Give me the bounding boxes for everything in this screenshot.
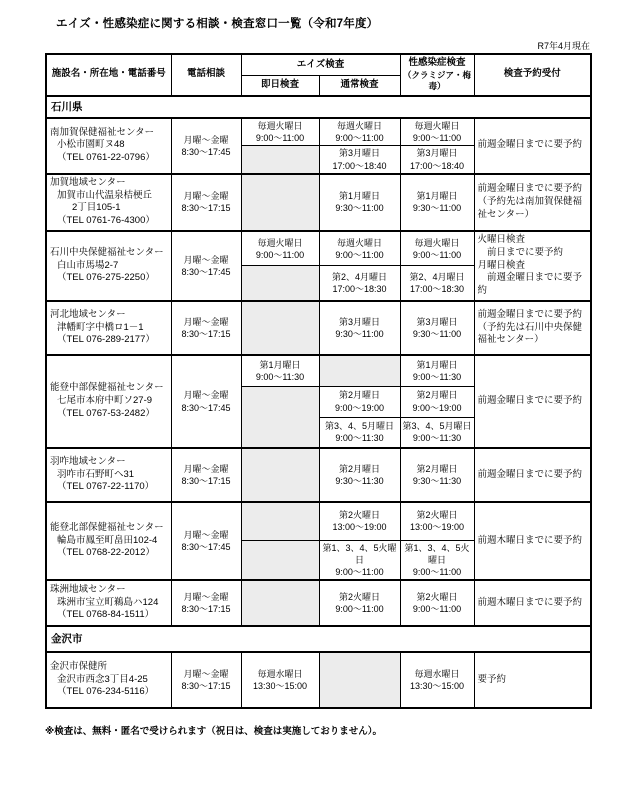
facility-name: 珠洲地域センター: [50, 583, 126, 595]
table-row: [46, 355, 591, 386]
facility-name: 加賀地域センター: [50, 176, 126, 188]
normal-test-cell: 第1月曜日 9:30～11:00: [319, 174, 400, 231]
facility-name: 石川中央保健福祉センター: [50, 246, 164, 258]
facility-cell: [46, 231, 171, 301]
as-of-date: R7年4月現在: [537, 41, 590, 51]
col-header-phone: 電話相談: [171, 54, 241, 96]
facility-cell: [46, 118, 171, 174]
reservation-cell: 前週金曜日までに要予約: [474, 448, 591, 502]
reservation-cell: 前週木曜日までに要予約: [474, 502, 591, 580]
table-row: [46, 174, 591, 231]
normal-test-cell: 第3、4、5月曜日 9:00～11:30: [319, 417, 400, 448]
section-row-ishikawa: [46, 96, 591, 118]
sti-test-cell: 毎週火曜日 9:00～11:00: [400, 118, 474, 146]
phone-consult-cell: 月曜～金曜 8:30～17:15: [171, 580, 241, 626]
table-row: [46, 502, 591, 540]
normal-test-cell: 第3月曜日 9:30～11:00: [319, 301, 400, 355]
same-day-test-cell: 毎週火曜日 9:00～11:00: [241, 231, 319, 266]
facility-address: 羽咋市石野町ヘ31: [57, 468, 135, 480]
facility-name: 南加賀保健福祉センター: [50, 126, 155, 138]
sti-test-cell: 第2月曜日 9:00～19:00: [400, 386, 474, 417]
facility-address: 金沢市西念3丁目4-25: [57, 673, 148, 685]
normal-test-cell-empty: [319, 652, 400, 708]
facility-tel: （TEL 0768-84-1511）: [57, 609, 155, 621]
phone-consult-cell: 月曜～金曜 8:30～17:45: [171, 355, 241, 448]
normal-test-cell: 毎週火曜日 9:00～11:00: [319, 231, 400, 266]
facility-tel: （TEL 076-275-2250）: [57, 272, 155, 284]
phone-consult-cell: 月曜～金曜 8:30～17:45: [171, 118, 241, 174]
same-day-test-cell: 第1月曜日 9:00～11:30: [241, 355, 319, 386]
same-day-test-cell: 毎週火曜日 9:00～11:00: [241, 118, 319, 146]
col-header-normal: 通常検査: [319, 76, 400, 96]
same-day-test-cell-empty: [241, 174, 319, 231]
sti-test-cell: 第3、4、5月曜日 9:00～11:30: [400, 417, 474, 448]
facility-address: 輪島市鳳至町畠田102-4: [57, 534, 158, 546]
same-day-test-cell-empty: [241, 502, 319, 540]
facility-cell: [46, 652, 171, 708]
footnote: ※検査は、無料・匿名で受けられます（祝日は、検査は実施しておりません）。: [45, 725, 382, 737]
facility-address: 七尾市本府中町ソ27-9: [57, 395, 153, 407]
phone-consult-cell: 月曜～金曜 8:30～17:45: [171, 502, 241, 580]
phone-consult-cell: 月曜～金曜 8:30～17:15: [171, 652, 241, 708]
sti-test-cell: 第1月曜日 9:00～11:30: [400, 355, 474, 386]
phone-consult-cell: 月曜～金曜 8:30～17:15: [171, 448, 241, 502]
facility-cell: [46, 448, 171, 502]
page-title: エイズ・性感染症に関する相談・検査窓口一覧（令和7年度）: [56, 18, 379, 30]
same-day-test-cell-empty: [241, 266, 319, 301]
sti-test-cell: 第1、3、4、5火曜日 9:00～11:00: [400, 540, 474, 580]
same-day-test-cell-empty: [241, 146, 319, 174]
facility-tel: （TEL 076-289-2177）: [57, 334, 155, 346]
col-header-sti: [400, 54, 474, 96]
table-header-row-1: [46, 54, 591, 76]
reservation-cell: 前週金曜日までに要予約: [474, 355, 591, 448]
facility-tel: （TEL 0767-53-2482）: [57, 407, 155, 419]
normal-test-cell-empty: [319, 355, 400, 386]
table-row: [46, 448, 591, 502]
sti-test-cell: 第2火曜日 9:00～11:00: [400, 580, 474, 626]
normal-test-cell: 毎週火曜日 9:00～11:00: [319, 118, 400, 146]
facility-tel: （TEL 0767-22-1170）: [57, 481, 155, 493]
table-row: [46, 652, 591, 708]
same-day-test-cell-empty: [241, 301, 319, 355]
normal-test-cell: 第2月曜日 9:00～19:00: [319, 386, 400, 417]
facility-tel: （TEL 0768-22-2012）: [57, 547, 155, 559]
col-header-reservation: 検査予約受付: [474, 54, 591, 96]
sti-test-cell: 毎週火曜日 9:00～11:00: [400, 231, 474, 266]
phone-consult-cell: 月曜～金曜 8:30～17:45: [171, 231, 241, 301]
section-label: 金沢市: [46, 626, 591, 652]
reservation-cell: 前週木曜日までに要予約: [474, 580, 591, 626]
sti-test-cell: 第2、4月曜日 17:00～18:30: [400, 266, 474, 301]
facility-tel: （TEL 0761-76-4300）: [57, 215, 155, 227]
reservation-cell: 前週金曜日までに要予約（予約先は石川中央保健福祉センター）: [474, 301, 591, 355]
facility-address: 津幡町字中橋ロ1－1: [57, 321, 144, 333]
col-header-same-day: 即日検査: [241, 76, 319, 96]
facility-name: 河北地域センター: [50, 308, 126, 320]
facility-tel: （TEL 076-234-5116）: [57, 686, 155, 698]
normal-test-cell: 第2火曜日 13:00～19:00: [319, 502, 400, 540]
reservation-cell: 要予約: [474, 652, 591, 708]
sti-header-line1: 性感染症検査: [408, 57, 466, 68]
sti-test-cell: 第3月曜日 9:30～11:00: [400, 301, 474, 355]
col-header-aids: エイズ検査: [241, 54, 400, 76]
table-row: [46, 580, 591, 626]
facility-name: 能登中部保健福祉センター: [50, 382, 164, 394]
normal-test-cell: 第2、4月曜日 17:00～18:30: [319, 266, 400, 301]
facility-name: 羽咋地域センター: [50, 455, 126, 467]
sti-test-cell: 第2月曜日 9:30～11:30: [400, 448, 474, 502]
facility-name: 能登北部保健福祉センター: [50, 521, 164, 533]
section-row-kanazawa: [46, 626, 591, 652]
col-header-facility: 施設名・所在地・電話番号: [46, 54, 171, 96]
facility-cell: [46, 580, 171, 626]
sti-test-cell: 第3月曜日 17:00～18:40: [400, 146, 474, 174]
same-day-test-cell: 毎週水曜日 13:30～15:00: [241, 652, 319, 708]
same-day-test-cell-empty: [241, 386, 319, 448]
section-label: 石川県: [46, 96, 591, 118]
reservation-cell: 火曜日検査 前日までに要予約 月曜日検査 前週金曜日までに要予約: [474, 231, 591, 301]
reservation-cell: 前週金曜日までに要予約（予約先は南加賀保健福祉センター）: [474, 174, 591, 231]
reservation-cell: 前週金曜日までに要予約: [474, 118, 591, 174]
normal-test-cell: 第2火曜日 9:00～11:00: [319, 580, 400, 626]
facility-cell: [46, 174, 171, 231]
facility-cell: [46, 502, 171, 580]
normal-test-cell: 第3月曜日 17:00～18:40: [319, 146, 400, 174]
sti-header-line2: （クラミジア・梅毒）: [402, 69, 471, 92]
consultation-table: [45, 53, 592, 709]
same-day-test-cell-empty: [241, 540, 319, 580]
same-day-test-cell-empty: [241, 448, 319, 502]
sti-test-cell: 第2火曜日 13:00～19:00: [400, 502, 474, 540]
phone-consult-cell: 月曜～金曜 8:30～17:15: [171, 301, 241, 355]
normal-test-cell: 第2月曜日 9:30～11:30: [319, 448, 400, 502]
facility-address: 加賀市山代温泉桔梗丘: [57, 189, 153, 201]
table-row: [46, 301, 591, 355]
phone-consult-cell: 月曜～金曜 8:30～17:15: [171, 174, 241, 231]
facility-cell: [46, 301, 171, 355]
facility-tel: （TEL 0761-22-0796）: [57, 152, 155, 164]
table-row: [46, 231, 591, 266]
facility-address: 白山市馬場2-7: [57, 259, 119, 271]
facility-address2: 2丁目105-1: [72, 202, 121, 214]
facility-address: 珠洲市宝立町鵜島ハ124: [57, 596, 159, 608]
same-day-test-cell-empty: [241, 580, 319, 626]
facility-cell: [46, 355, 171, 448]
table-row: [46, 118, 591, 146]
normal-test-cell: 第1、3、4、5火曜日 9:00～11:00: [319, 540, 400, 580]
facility-name: 金沢市保健所: [50, 660, 108, 672]
sti-test-cell: 第1月曜日 9:30～11:00: [400, 174, 474, 231]
facility-address: 小松市園町ヌ48: [57, 139, 125, 151]
sti-test-cell: 毎週水曜日 13:30～15:00: [400, 652, 474, 708]
